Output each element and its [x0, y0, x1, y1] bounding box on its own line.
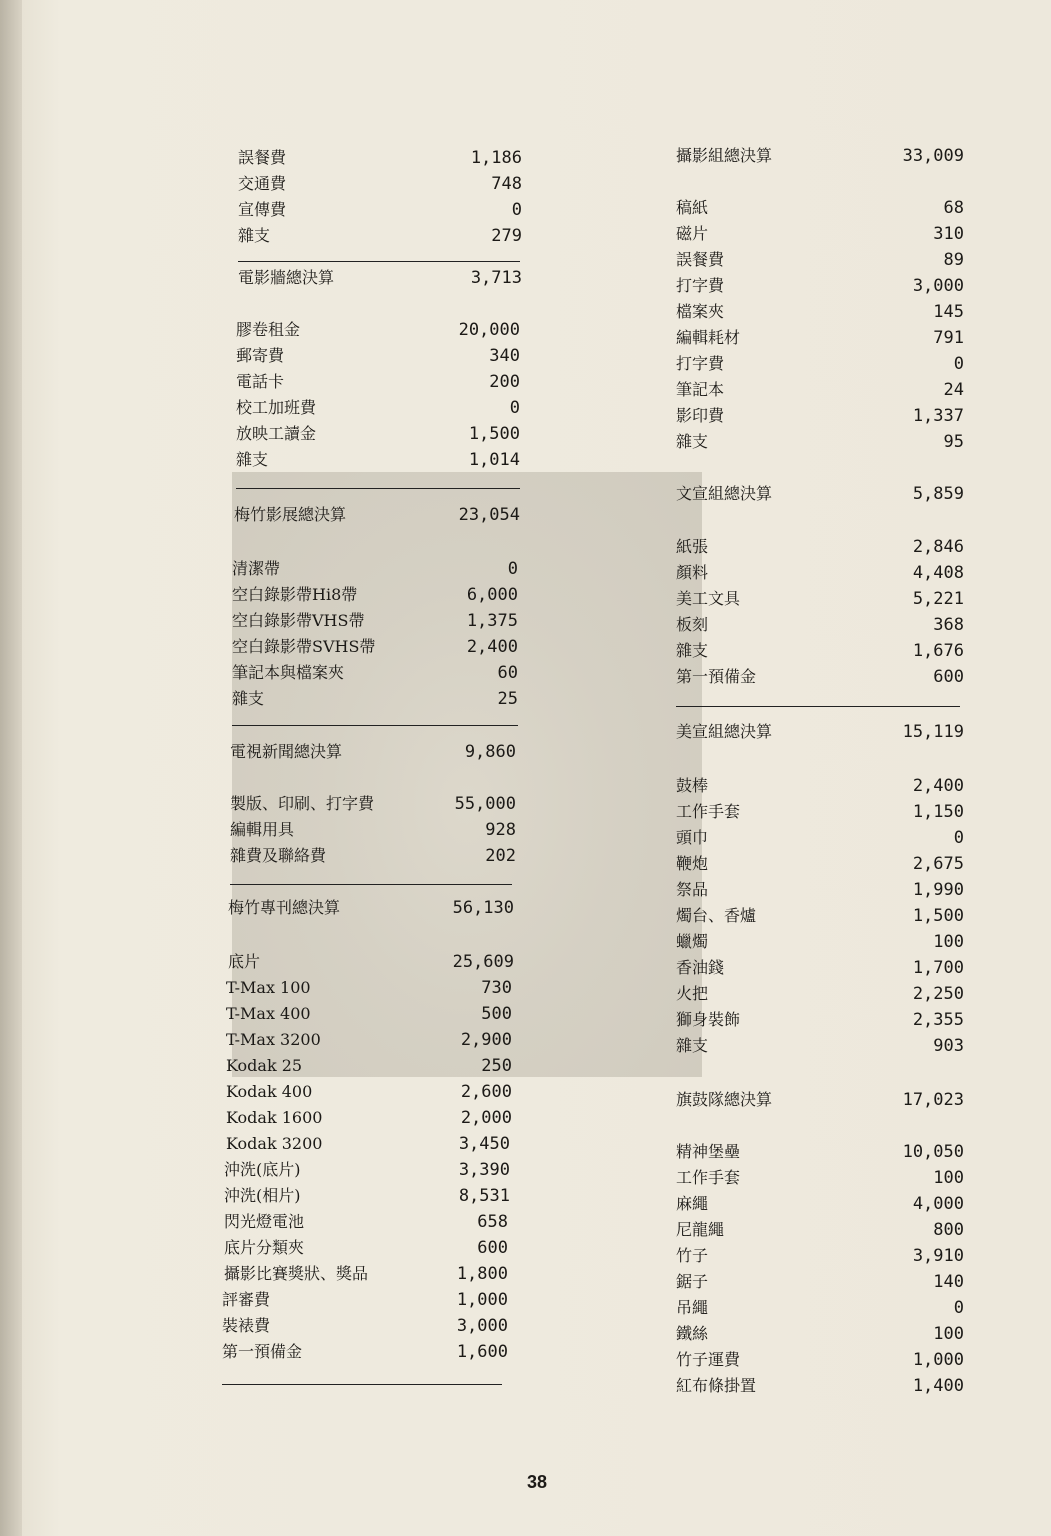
line-item-amount: 928	[485, 820, 516, 840]
budget-line-item	[676, 1296, 964, 1320]
line-item-amount: 1,700	[912, 958, 964, 978]
budget-line-item	[676, 535, 964, 559]
budget-line-item	[232, 557, 518, 581]
line-item-label: 鼓棒	[676, 776, 709, 795]
line-item-amount: 748	[491, 174, 522, 194]
line-item-label: 交通費	[238, 174, 287, 193]
line-item-label: 蠟燭	[676, 932, 709, 951]
budget-line-item	[232, 661, 518, 685]
line-item-amount: 145	[933, 302, 964, 322]
line-item-amount: 2,675	[912, 854, 964, 874]
budget-line-item	[676, 904, 964, 928]
budget-line-item	[676, 1348, 964, 1372]
line-item-amount: 0	[509, 398, 520, 418]
subtotal-divider	[238, 261, 520, 262]
budget-line-item	[676, 613, 964, 637]
line-item-label: Kodak 3200	[226, 1134, 323, 1153]
line-item-label: 評審費	[222, 1290, 271, 1309]
subtotal-divider	[676, 706, 960, 707]
budget-line-item	[232, 687, 518, 711]
line-item-label: 攝影比賽獎狀、獎品	[224, 1264, 369, 1283]
line-item-amount: 3,000	[456, 1316, 508, 1336]
line-item-amount: 25,609	[452, 952, 514, 972]
line-item-amount: 1,000	[912, 1350, 964, 1370]
line-item-amount: 250	[481, 1056, 512, 1076]
budget-line-item	[676, 852, 964, 876]
line-item-amount: 0	[953, 1298, 964, 1318]
budget-line-item	[226, 976, 512, 1000]
budget-line-item	[676, 1270, 964, 1294]
line-item-label: 郵寄費	[236, 346, 285, 365]
line-item-amount: 1,676	[912, 641, 964, 661]
budget-line-item	[676, 404, 964, 428]
line-item-label: 雜支	[676, 432, 709, 451]
budget-line-item	[226, 1054, 512, 1078]
line-item-label: 打字費	[676, 276, 725, 295]
line-item-label: 雜費及聯絡費	[230, 846, 327, 865]
line-item-label: 電話卡	[236, 372, 285, 391]
budget-line-item	[676, 352, 964, 376]
line-item-label: 磁片	[676, 224, 709, 243]
budget-line-item	[222, 1314, 508, 1338]
budget-line-item	[226, 1028, 512, 1052]
budget-line-item	[676, 982, 964, 1006]
line-item-label: 香油錢	[676, 958, 725, 977]
line-item-label: 燭台、香爐	[676, 906, 757, 925]
line-item-label: 宣傳費	[238, 200, 287, 219]
line-item-amount: 33,009	[902, 146, 964, 166]
line-item-amount: 903	[933, 1036, 964, 1056]
budget-line-item	[232, 609, 518, 633]
line-item-label: Kodak 1600	[226, 1108, 323, 1127]
page-number: 38	[527, 1472, 548, 1492]
line-item-amount: 2,000	[460, 1108, 512, 1128]
line-item-label: 筆記本與檔案夾	[232, 663, 345, 682]
budget-line-item	[676, 378, 964, 402]
line-item-label: 梅竹專刊總決算	[228, 898, 341, 917]
line-item-label: 攝影組總決算	[676, 146, 773, 165]
line-item-label: 電視新聞總決算	[230, 742, 343, 761]
budget-line-item	[676, 1140, 964, 1164]
budget-line-item	[676, 1244, 964, 1268]
line-item-amount: 25	[497, 689, 518, 709]
budget-line-item	[232, 583, 518, 607]
line-item-label: 清潔帶	[232, 559, 281, 578]
budget-line-item	[236, 318, 520, 342]
line-item-amount: 4,000	[912, 1194, 964, 1214]
line-item-amount: 340	[489, 346, 520, 366]
budget-line-item	[238, 172, 522, 196]
line-item-amount: 100	[933, 932, 964, 952]
line-item-label: T-Max 100	[226, 978, 311, 997]
line-item-amount: 3,450	[458, 1134, 510, 1154]
budget-line-item	[236, 344, 520, 368]
line-item-amount: 1,375	[466, 611, 518, 631]
line-item-label: 文宣組總決算	[676, 484, 773, 503]
line-item-label: Kodak 400	[226, 1082, 313, 1101]
line-item-amount: 10,050	[902, 1142, 964, 1162]
line-item-label: 旗鼓隊總決算	[676, 1090, 773, 1109]
line-item-label: 獅身裝飾	[676, 1010, 741, 1029]
line-item-label: 第一預備金	[676, 667, 757, 686]
line-item-amount: 202	[485, 846, 516, 866]
line-item-label: 火把	[676, 984, 709, 1003]
budget-line-item	[676, 800, 964, 824]
budget-line-item	[676, 248, 964, 272]
budget-line-item	[676, 1088, 964, 1112]
line-item-label: 底片分類夾	[224, 1238, 305, 1257]
line-item-label: 電影牆總決算	[238, 268, 335, 287]
budget-line-item	[230, 792, 516, 816]
line-item-amount: 800	[933, 1220, 964, 1240]
line-item-amount: 1,400	[912, 1376, 964, 1396]
line-item-label: T-Max 3200	[226, 1030, 321, 1049]
budget-line-item	[224, 1262, 508, 1286]
line-item-amount: 0	[953, 354, 964, 374]
line-item-label: 美宣組總決算	[676, 722, 773, 741]
line-item-label: 誤餐費	[676, 250, 725, 269]
line-item-label: 工作手套	[676, 1168, 741, 1187]
budget-line-item	[236, 448, 520, 472]
line-item-label: 打字費	[676, 354, 725, 373]
line-item-amount: 0	[511, 200, 522, 220]
line-item-label: 美工文具	[676, 589, 741, 608]
line-item-amount: 1,990	[912, 880, 964, 900]
line-item-label: 精神堡壘	[676, 1142, 741, 1161]
line-item-amount: 6,000	[466, 585, 518, 605]
line-item-amount: 1,337	[912, 406, 964, 426]
budget-line-item	[676, 482, 964, 506]
line-item-amount: 55,000	[454, 794, 516, 814]
line-item-label: 梅竹影展總決算	[234, 505, 347, 524]
budget-line-item	[226, 1106, 512, 1130]
line-item-label: T-Max 400	[226, 1004, 311, 1023]
line-item-amount: 2,600	[460, 1082, 512, 1102]
budget-line-item	[676, 956, 964, 980]
line-item-amount: 95	[943, 432, 964, 452]
line-item-label: 頭巾	[676, 828, 709, 847]
budget-line-item	[676, 430, 964, 454]
line-item-label: 雜支	[676, 1036, 709, 1055]
line-item-label: 編輯用具	[230, 820, 295, 839]
line-item-label: 工作手套	[676, 802, 741, 821]
line-item-amount: 15,119	[902, 722, 964, 742]
budget-line-item	[230, 844, 516, 868]
line-item-label: 稿紙	[676, 198, 709, 217]
budget-line-item	[676, 1166, 964, 1190]
page-binding-edge	[0, 0, 22, 1536]
budget-line-item	[676, 826, 964, 850]
line-item-label: 膠卷租金	[236, 320, 301, 339]
budget-line-item	[676, 1192, 964, 1216]
budget-line-item	[676, 196, 964, 220]
line-item-amount: 5,221	[912, 589, 964, 609]
line-item-amount: 600	[933, 667, 964, 687]
line-item-amount: 68	[943, 198, 964, 218]
line-item-label: 編輯耗材	[676, 328, 741, 347]
budget-line-item	[226, 1132, 510, 1156]
line-item-amount: 1,600	[456, 1342, 508, 1362]
budget-line-item	[676, 774, 964, 798]
line-item-label: 板刻	[676, 615, 709, 634]
line-item-label: 放映工讀金	[236, 424, 317, 443]
budget-line-item	[676, 878, 964, 902]
line-item-label: 製版、印刷、打字費	[230, 794, 375, 813]
budget-line-item	[676, 1322, 964, 1346]
line-item-amount: 8,531	[458, 1186, 510, 1206]
budget-line-item	[224, 1236, 508, 1260]
budget-line-item	[228, 950, 514, 974]
line-item-label: 雜支	[236, 450, 269, 469]
line-item-amount: 2,846	[912, 537, 964, 557]
line-item-label: 裝裱費	[222, 1316, 271, 1335]
line-item-amount: 60	[497, 663, 518, 683]
line-item-amount: 4,408	[912, 563, 964, 583]
budget-line-item	[230, 818, 516, 842]
line-item-amount: 2,400	[466, 637, 518, 657]
line-item-label: 校工加班費	[236, 398, 317, 417]
budget-line-item	[676, 274, 964, 298]
line-item-amount: 1,150	[912, 802, 964, 822]
line-item-amount: 368	[933, 615, 964, 635]
budget-line-item	[238, 266, 522, 290]
line-item-amount: 3,390	[458, 1160, 510, 1180]
line-item-amount: 1,500	[468, 424, 520, 444]
line-item-label: 檔案夾	[676, 302, 725, 321]
budget-line-item	[676, 720, 964, 744]
budget-line-item	[676, 1034, 964, 1058]
line-item-label: 吊繩	[676, 1298, 709, 1317]
subtotal-divider	[232, 725, 518, 726]
line-item-label: 竹子	[676, 1246, 709, 1265]
line-item-label: 雜支	[238, 226, 271, 245]
line-item-label: 雜支	[232, 689, 265, 708]
line-item-label: 雜支	[676, 641, 709, 660]
line-item-amount: 9,860	[464, 742, 516, 762]
line-item-label: 紅布條掛置	[676, 1376, 757, 1395]
budget-line-item	[234, 503, 520, 527]
line-item-label: 尼龍繩	[676, 1220, 725, 1239]
line-item-amount: 1,800	[456, 1264, 508, 1284]
line-item-amount: 17,023	[902, 1090, 964, 1110]
line-item-amount: 500	[481, 1004, 512, 1024]
subtotal-divider	[236, 488, 520, 489]
budget-line-item	[224, 1184, 510, 1208]
budget-line-item	[238, 198, 522, 222]
budget-line-item	[224, 1158, 510, 1182]
line-item-label: 第一預備金	[222, 1342, 303, 1361]
line-item-amount: 3,713	[470, 268, 522, 288]
line-item-amount: 1,000	[456, 1290, 508, 1310]
budget-line-item	[676, 561, 964, 585]
budget-line-item	[676, 587, 964, 611]
line-item-amount: 56,130	[452, 898, 514, 918]
line-item-amount: 279	[491, 226, 522, 246]
line-item-amount: 100	[933, 1168, 964, 1188]
budget-line-item	[226, 1002, 512, 1026]
line-item-amount: 3,000	[912, 276, 964, 296]
budget-line-item	[676, 222, 964, 246]
line-item-label: 空白錄影帶Hi8帶	[232, 585, 358, 604]
budget-line-item	[232, 635, 518, 659]
line-item-label: 沖洗(相片)	[224, 1186, 301, 1205]
line-item-label: 空白錄影帶VHS帶	[232, 611, 365, 630]
line-item-label: Kodak 25	[226, 1056, 303, 1075]
line-item-amount: 3,910	[912, 1246, 964, 1266]
budget-line-item	[676, 326, 964, 350]
budget-line-item	[676, 930, 964, 954]
budget-line-item	[676, 639, 964, 663]
line-item-amount: 2,400	[912, 776, 964, 796]
line-item-amount: 0	[507, 559, 518, 579]
budget-line-item	[676, 144, 964, 168]
line-item-label: 顏料	[676, 563, 709, 582]
line-item-label: 鐵絲	[676, 1324, 709, 1343]
line-item-label: 沖洗(底片)	[224, 1160, 301, 1179]
line-item-amount: 24	[943, 380, 964, 400]
budget-line-item	[238, 146, 522, 170]
line-item-amount: 1,014	[468, 450, 520, 470]
budget-line-item	[236, 396, 520, 420]
line-item-label: 鋸子	[676, 1272, 709, 1291]
budget-line-item	[676, 1218, 964, 1242]
budget-line-item	[230, 740, 516, 764]
line-item-amount: 23,054	[458, 505, 520, 525]
line-item-label: 麻繩	[676, 1194, 709, 1213]
budget-line-item	[224, 1210, 508, 1234]
line-item-label: 底片	[228, 952, 261, 971]
budget-line-item	[222, 1288, 508, 1312]
line-item-label: 祭品	[676, 880, 709, 899]
line-item-amount: 310	[933, 224, 964, 244]
budget-line-item	[676, 665, 964, 689]
line-item-amount: 1,500	[912, 906, 964, 926]
line-item-label: 竹子運費	[676, 1350, 741, 1369]
line-item-label: 筆記本	[676, 380, 725, 399]
budget-line-item	[236, 370, 520, 394]
line-item-label: 紙張	[676, 537, 709, 556]
line-item-amount: 200	[489, 372, 520, 392]
line-item-amount: 658	[477, 1212, 508, 1232]
budget-line-item	[236, 422, 520, 446]
line-item-amount: 89	[943, 250, 964, 270]
line-item-amount: 730	[481, 978, 512, 998]
line-item-amount: 140	[933, 1272, 964, 1292]
budget-line-item	[238, 224, 522, 248]
line-item-label: 空白錄影帶SVHS帶	[232, 637, 376, 656]
budget-line-item	[226, 1080, 512, 1104]
subtotal-divider	[230, 884, 512, 885]
line-item-amount: 1,186	[470, 148, 522, 168]
line-item-label: 鞭炮	[676, 854, 709, 873]
line-item-amount: 2,900	[460, 1030, 512, 1050]
budget-line-item	[676, 1008, 964, 1032]
line-item-amount: 2,355	[912, 1010, 964, 1030]
budget-line-item	[222, 1340, 508, 1364]
line-item-amount: 100	[933, 1324, 964, 1344]
budget-line-item	[676, 1374, 964, 1398]
line-item-amount: 2,250	[912, 984, 964, 1004]
line-item-amount: 791	[933, 328, 964, 348]
subtotal-divider	[222, 1384, 502, 1385]
line-item-label: 閃光燈電池	[224, 1212, 305, 1231]
line-item-label: 誤餐費	[238, 148, 287, 167]
line-item-label: 影印費	[676, 406, 725, 425]
budget-line-item	[676, 300, 964, 324]
line-item-amount: 600	[477, 1238, 508, 1258]
line-item-amount: 0	[953, 828, 964, 848]
budget-line-item	[228, 896, 514, 920]
line-item-amount: 5,859	[912, 484, 964, 504]
line-item-amount: 20,000	[458, 320, 520, 340]
